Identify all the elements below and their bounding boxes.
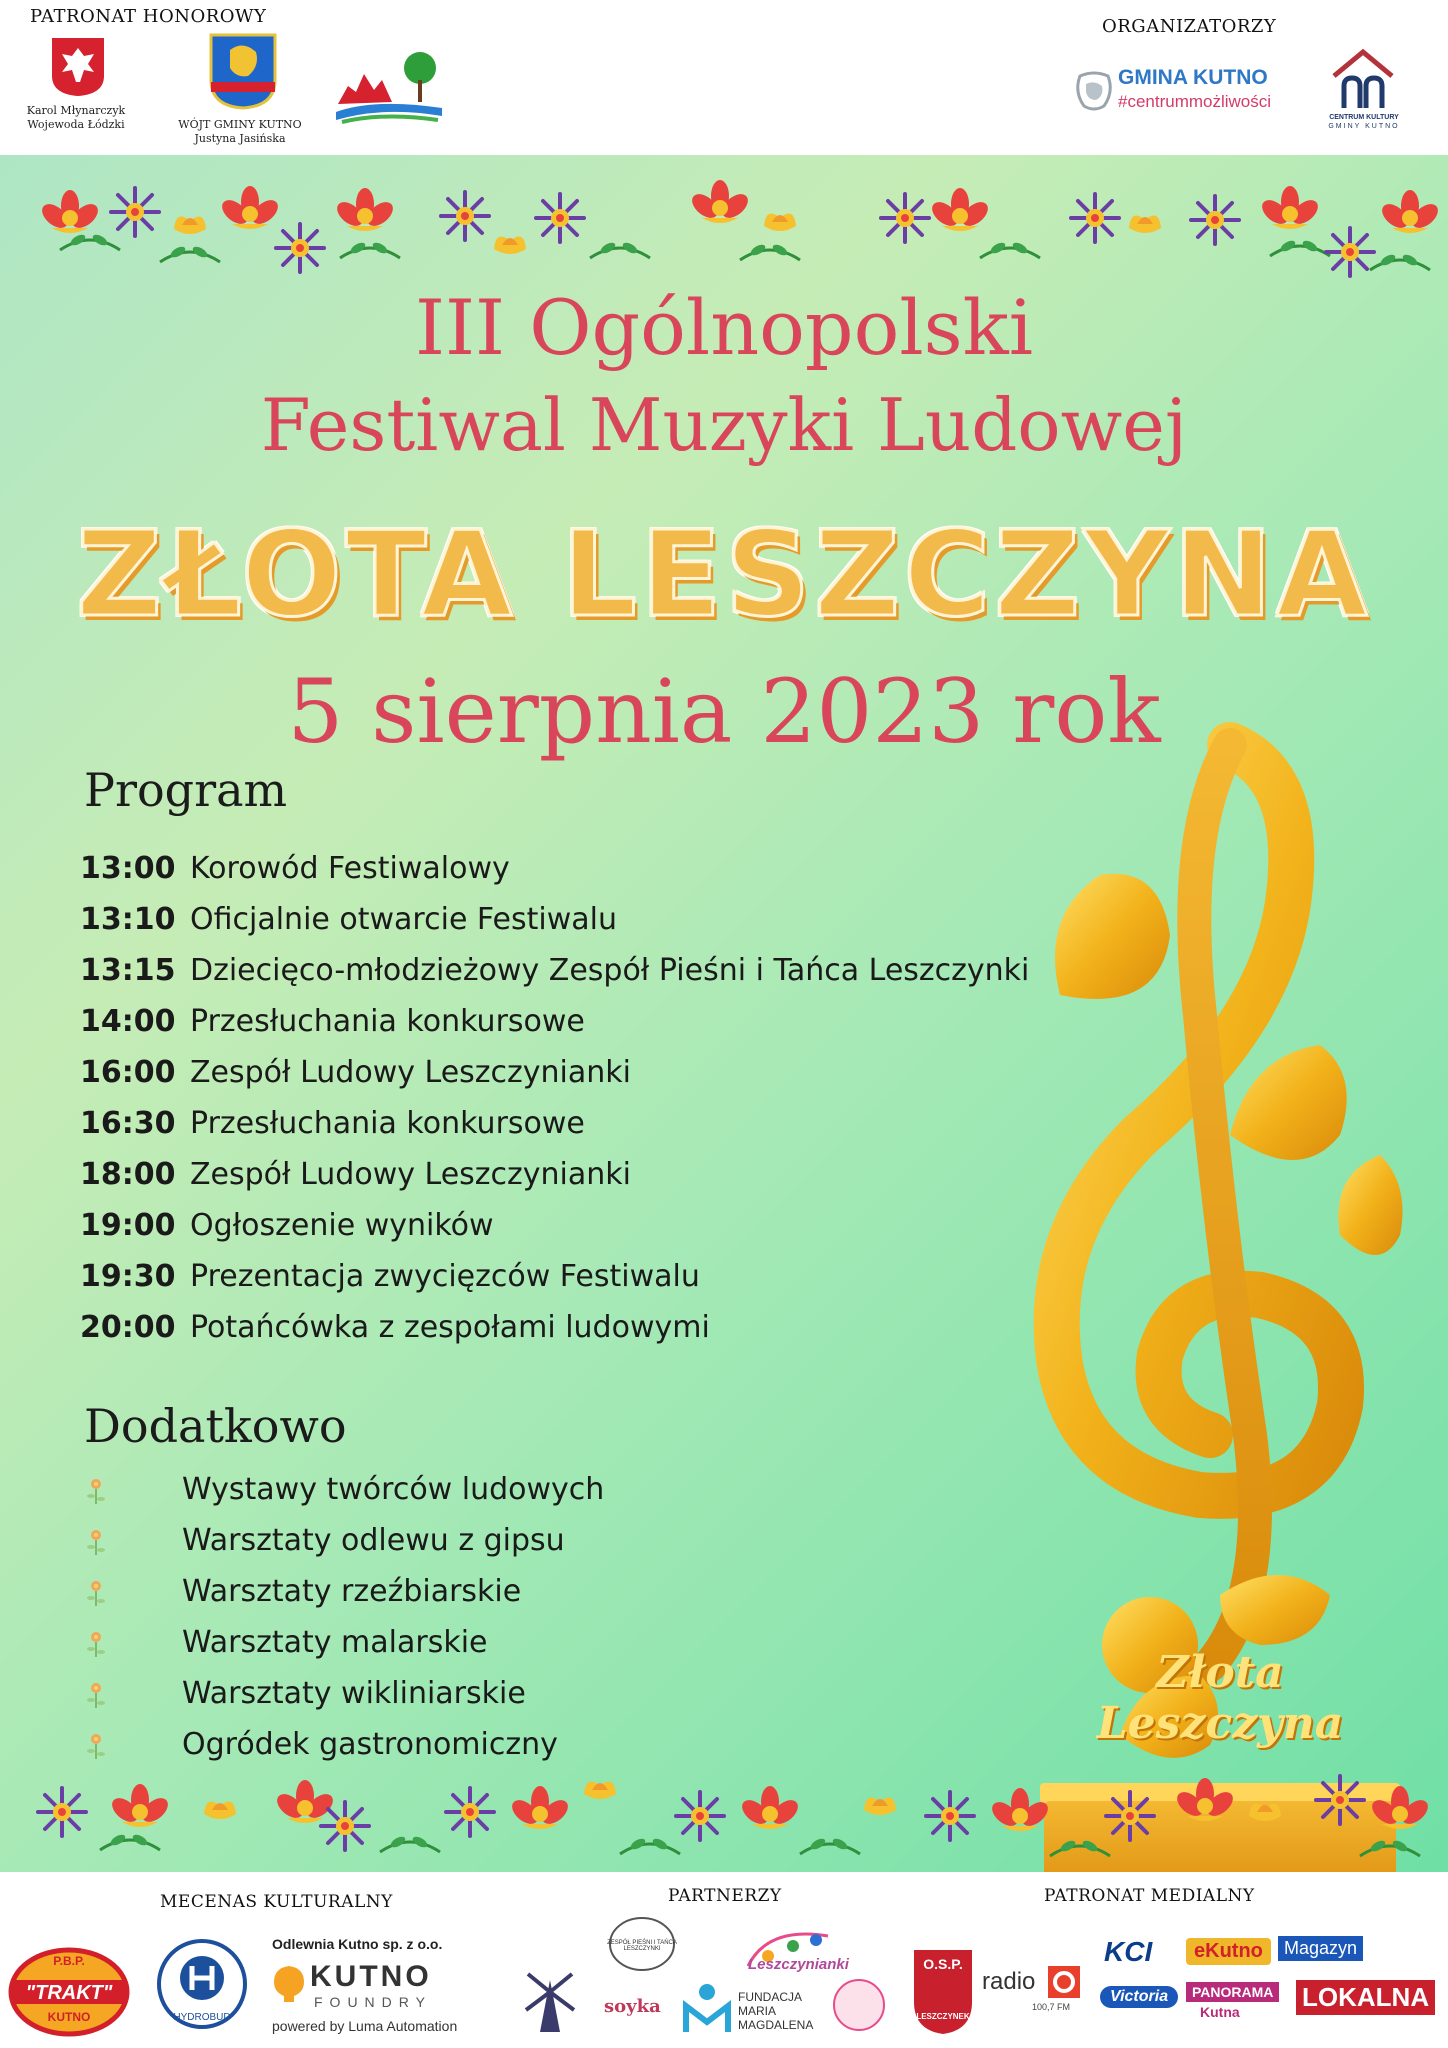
panorama-logo: PANORAMA (1186, 1982, 1279, 2002)
poster (0, 155, 1448, 1872)
program-row (80, 953, 1029, 993)
ekutno-logo: eKutno (1186, 1938, 1271, 1965)
fundacja-windmill-icon (520, 1972, 580, 2038)
program-time: 13:10 (80, 902, 176, 937)
program-row (80, 902, 617, 942)
landscape-logo-icon (334, 50, 444, 124)
program-activity: Ogłoszenie wyników (190, 1208, 494, 1243)
gmina-kutno-name: GMINA KUTNO (1118, 66, 1268, 89)
program-time: 20:00 (80, 1310, 176, 1345)
program-row (80, 1106, 585, 1146)
centrum-kultury-line2: GMINY KUTNO (1328, 123, 1400, 130)
main-title: ZŁOTA LESZCZYNA (76, 505, 1372, 643)
organizers-title: ORGANIZATORZY (1102, 16, 1277, 37)
program-activity: Korowód Festiwalowy (190, 851, 510, 886)
foundry-bulb-icon (272, 1964, 306, 2004)
header (0, 0, 1448, 155)
centrum-kultury-line1: CENTRUM KULTURY (1329, 114, 1399, 121)
extra-item-text: Ogródek gastronomiczny (182, 1727, 558, 1762)
foundry-sub: FOUNDRY (314, 1994, 432, 2010)
hydrobud-name: HYDROBUD (173, 2012, 231, 2023)
foundry-top: Odlewnia Kutno sp. z o.o. (272, 1936, 443, 1952)
title-line-1: III Ogólnopolski (414, 283, 1034, 372)
program-time: 16:30 (80, 1106, 176, 1141)
centrum-kultury-house-icon (1330, 48, 1396, 112)
flower-bullet-icon (84, 1680, 108, 1710)
osp-top: O.S.P. (923, 1956, 963, 1972)
kutno-coat-of-arms-icon (208, 32, 278, 110)
program-row (80, 851, 510, 891)
trakt-top: P.B.P. (53, 1954, 85, 1968)
program-row (80, 1004, 585, 1044)
program-time: 16:00 (80, 1055, 176, 1090)
wojewoda-name: Karol Młynarczyk (26, 104, 126, 117)
flower-bullet-icon (84, 1476, 108, 1506)
program-time: 18:00 (80, 1157, 176, 1192)
program-row (80, 1310, 710, 1350)
program-time: 13:00 (80, 851, 176, 886)
program-row (80, 1208, 494, 1248)
panorama-sub: Kutna (1200, 2004, 1240, 2020)
program-time: 13:15 (80, 953, 176, 988)
radio-name: radio (982, 1968, 1036, 1995)
foundry-powered: powered by Luma Automation (272, 2018, 458, 2034)
flower-bullet-icon (84, 1731, 108, 1761)
mecenas-title: MECENAS KULTURALNY (160, 1892, 393, 1912)
program-time: 14:00 (80, 1004, 176, 1039)
zespol-name: ZESPÓŁ PIEŚNI I TAŃCA LESZCZYNKI (607, 1940, 677, 1952)
wojt-role: WÓJT GMINY KUTNO (178, 118, 302, 131)
fundacja-name: FUNDACJA MARIA MAGDALENA (738, 1990, 814, 2032)
victoria-logo: Victoria (1100, 1986, 1178, 2008)
radio-q-icon (1044, 1962, 1084, 2002)
pink-badge-icon (832, 1978, 886, 2032)
program-activity: Zespół Ludowy Leszczynianki (190, 1055, 631, 1090)
gmina-kutno-tag: #centrummożliwości (1118, 92, 1272, 111)
program-activity: Oficjalnie otwarcie Festiwalu (190, 902, 618, 937)
footer (0, 1872, 1448, 2048)
poland-eagle-icon (50, 36, 106, 98)
extras-heading: Dodatkowo (84, 1399, 347, 1453)
fundacja-maria-magdalena-icon (682, 1980, 732, 2036)
program-heading: Program (84, 763, 288, 817)
radio-freq: 100,7 FM (1032, 2002, 1071, 2012)
trophy-label: Złota Leszczyna (1096, 1647, 1344, 1749)
extra-item-text: Wystawy twórców ludowych (182, 1472, 605, 1507)
partnerzy-title: PARTNERZY (668, 1886, 782, 1906)
patronat-honorowy-title: PATRONAT HONOROWY (30, 6, 267, 27)
soyka-name: soyka (604, 1996, 661, 2017)
gmina-kutno-emblem-icon (1074, 70, 1114, 112)
lokalna-logo: LOKALNA (1296, 1980, 1435, 2015)
flower-bullet-icon (84, 1527, 108, 1557)
flower-bullet-icon (84, 1629, 108, 1659)
program-activity: Przesłuchania konkursowe (190, 1106, 585, 1141)
wojewoda-role: Wojewoda Łódzki (27, 118, 125, 131)
extra-item-text: Warsztaty malarskie (182, 1625, 488, 1660)
trakt-city: KUTNO (47, 2010, 91, 2024)
folk-flower-border-bottom (0, 1760, 1448, 1872)
program-row (80, 1259, 700, 1299)
extra-item-text: Warsztaty rzeźbiarskie (182, 1574, 522, 1609)
extra-item-text: Warsztaty wikliniarskie (182, 1676, 526, 1711)
event-date: 5 sierpnia 2023 rok (287, 660, 1161, 763)
program-row (80, 1157, 631, 1197)
program-activity: Dziecięco-młodzieżowy Zespół Pieśni i Tańca Leszczynki (190, 953, 1030, 988)
leszczynianki-name: Leszczynianki (748, 1956, 849, 1973)
trakt-name: "TRAKT" (25, 1982, 113, 2004)
foundry-name: KUTNO (310, 1960, 432, 1993)
kci-logo: KCI (1104, 1936, 1153, 1967)
program-time: 19:30 (80, 1259, 176, 1294)
extra-item-text: Warsztaty odlewu z gipsu (182, 1523, 565, 1558)
magazyn-logo: Magazyn (1278, 1936, 1363, 1961)
program-activity: Przesłuchania konkursowe (190, 1004, 585, 1039)
program-row (80, 1055, 631, 1095)
osp-bottom: LESZCZYNEK (916, 2012, 970, 2021)
program-activity: Potańcówka z zespołami ludowymi (190, 1310, 710, 1345)
program-time: 19:00 (80, 1208, 176, 1243)
program-activity: Zespół Ludowy Leszczynianki (190, 1157, 631, 1192)
folk-flower-border-top (0, 170, 1448, 290)
title-line-2: Festiwal Muzyki Ludowej (260, 383, 1188, 467)
wojt-name: Justyna Jasińska (194, 132, 286, 145)
flower-bullet-icon (84, 1578, 108, 1608)
patronat-medialny-title: PATRONAT MEDIALNY (1044, 1886, 1255, 1906)
program-activity: Prezentacja zwycięzców Festiwalu (190, 1259, 700, 1294)
